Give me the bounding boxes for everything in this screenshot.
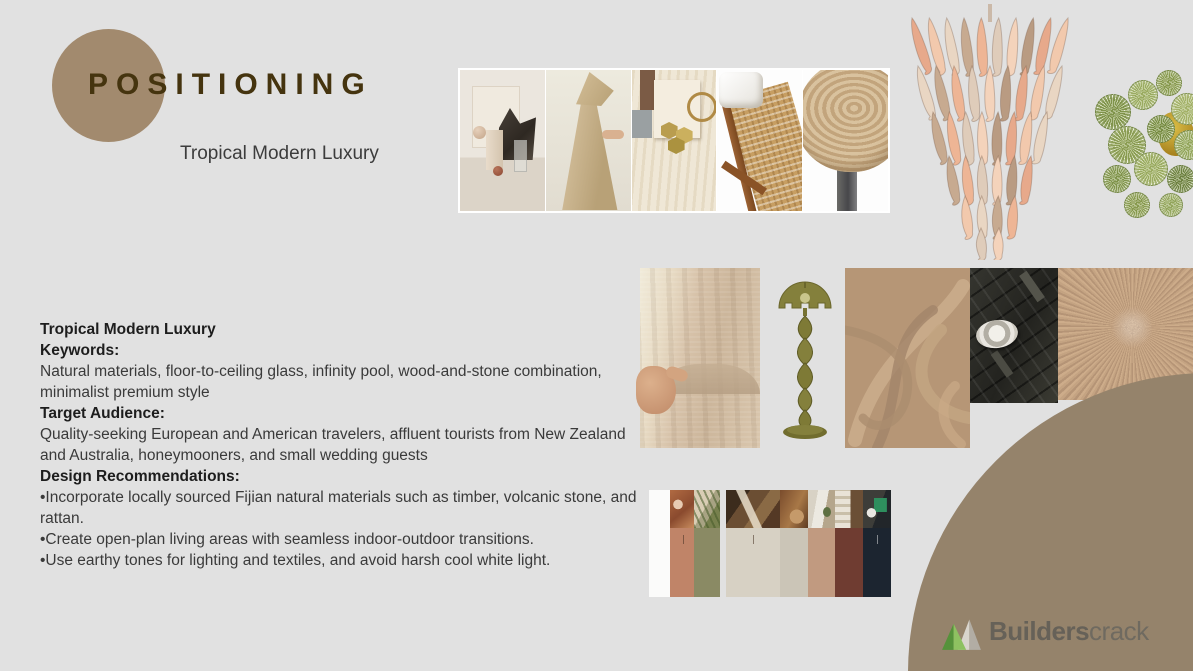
- builderscrack-logo: [941, 612, 1149, 650]
- palette-column: [835, 490, 863, 597]
- moodboard-image-brass-flatlay: [632, 70, 717, 211]
- moodboard-image-draped-figure: [546, 70, 631, 211]
- target-audience-label: Target Audience:: [40, 405, 165, 422]
- positioning-details: [40, 319, 652, 571]
- moodboard-image-palm-plaster-texture: [845, 268, 970, 448]
- palette-column: [780, 490, 808, 597]
- moodboard-image-glass-botanical: [1100, 66, 1193, 224]
- moodboard-image-dark-herringbone-floor: [970, 268, 1058, 403]
- moodboard-top-strip: [458, 68, 890, 213]
- brand-name-light: crack: [1089, 615, 1149, 646]
- target-audience-text: Quality-seeking European and American travelers, affluent tourists from New Zealand and Australia, honeymooners, and small wedding guests: [40, 426, 626, 464]
- recommendation-item: •Incorporate locally sourced Fijian natural materials such as timber, volcanic stone, and rattan.: [40, 489, 637, 527]
- decorative-plate: [974, 317, 1019, 351]
- recommendation-item: •Create open-plan living areas with seamless indoor-outdoor transitions.: [40, 531, 534, 548]
- keywords-text: Natural materials, floor-to-ceiling glass, infinity pool, wood-and-stone combination, minimalist premium style: [40, 363, 602, 401]
- palette-column: [649, 490, 670, 597]
- palette-column: [863, 490, 891, 597]
- moodboard-image-wood-slab-table: [803, 70, 888, 211]
- palette-column: [726, 490, 780, 597]
- moodboard-image-petal-chandelier: [898, 4, 1083, 260]
- recommendation-item: •Use earthy tones for lighting and textiles, and avoid harsh cool white light.: [40, 552, 551, 569]
- brand-name-bold: Builders: [989, 615, 1090, 646]
- palette-column: [694, 490, 720, 597]
- palette-column: [670, 490, 695, 597]
- recommendations-label: Design Recommendations:: [40, 468, 240, 485]
- moodboard-image-olive-floor-lamp: [770, 260, 840, 442]
- details-heading: Tropical Modern Luxury: [40, 321, 216, 338]
- keywords-label: Keywords:: [40, 342, 120, 359]
- page-title: POSITIONING: [88, 68, 373, 101]
- builderscrack-mountains-icon: [941, 612, 983, 650]
- page-subtitle: Tropical Modern Luxury: [180, 143, 379, 164]
- moodboard-image-cane-chair: [717, 70, 802, 211]
- palette-column: [808, 490, 835, 597]
- moodboard-image-linen-fabric: [640, 268, 760, 448]
- moodboard-image-stone-still-life: [460, 70, 545, 211]
- moodboard-color-palette: [649, 490, 891, 597]
